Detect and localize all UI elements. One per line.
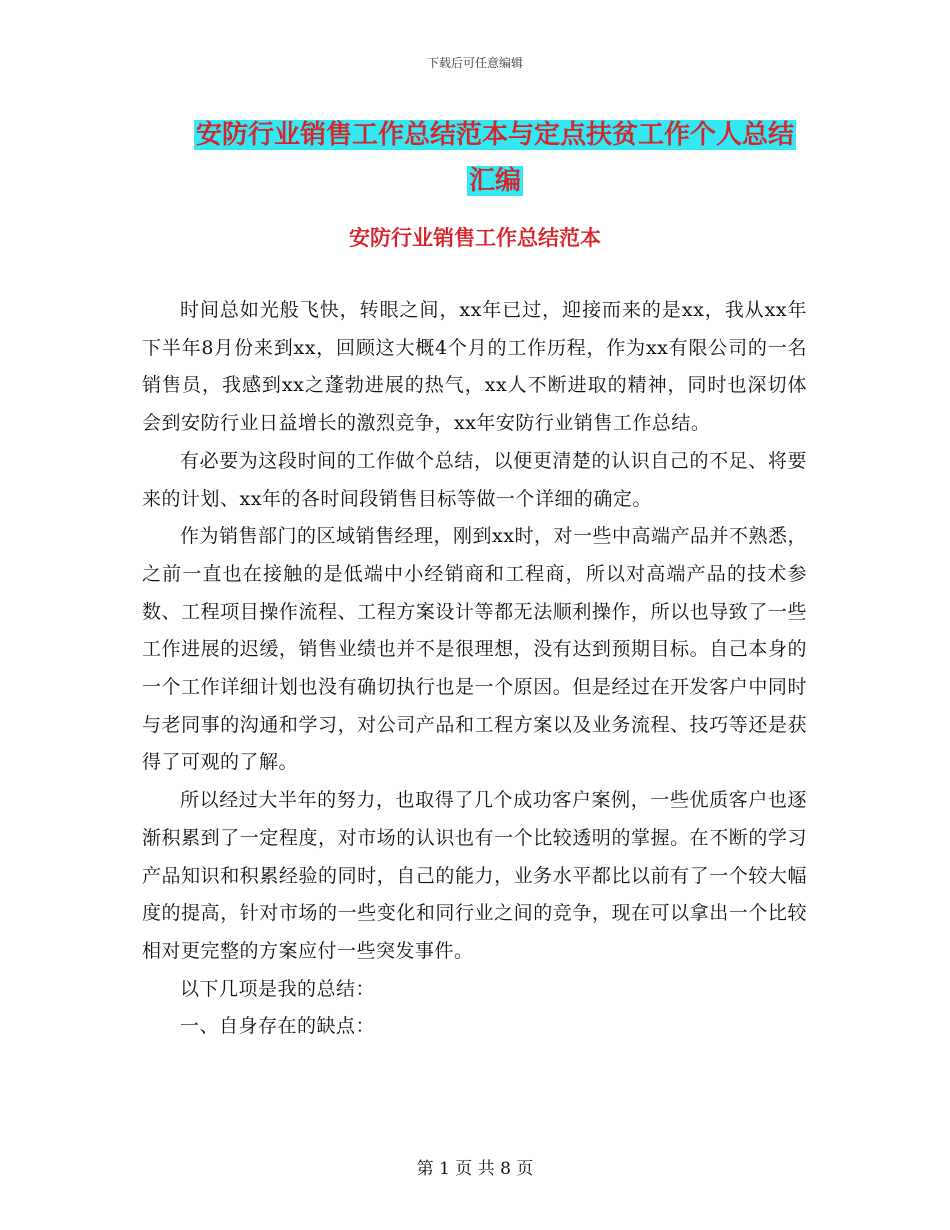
document-body	[142, 292, 807, 1046]
paragraph: 以下几项是我的总结：	[180, 977, 376, 1000]
document-title	[150, 112, 840, 204]
paragraph: 一、自身存在的缺点：	[180, 1015, 376, 1038]
paragraph: 作为销售部门的区域销售经理，刚到xx时，对一些中高端产品并不熟悉，之前一直也在接触的是低端中小经销商和工程商，所以对高端产品的技术参数、工程项目操作流程、工程方案设计等都无法顺利操作，所以也导致了一些工作进展的迟缓，销售业绩也并不是很理想，没有达到预期目标。自己本身的一个工作详细计划也没有确切执行也是一个原因。但是经过在开发客户中同时与老同事的沟通和学习，对公司产品和工程方案以及业务流程、技巧等还是获得了可观的了解。	[142, 525, 807, 774]
paragraph: 所以经过大半年的努力，也取得了几个成功客户案例，一些优质客户也逐渐积累到了一定程度，对市场的认识也有一个比较透明的掌握。在不断的学习产品知识和积累经验的同时，自己的能力，业务水平都比以前有了一个较大幅度的提高，针对市场的一些变化和同行业之间的竞争，现在可以拿出一个比较相对更完整的方案应付一些突发事件。	[142, 789, 807, 962]
section-title: 安防行业销售工作总结范本	[349, 225, 601, 250]
title-line-1: 安防行业销售工作总结范本与定点扶贫工作个人总结	[195, 120, 794, 150]
paragraph: 有必要为这段时间的工作做个总结，以便更清楚的认识自己的不足、将要来的计划、xx年的各时间段销售目标等做一个详细的确定。	[142, 449, 807, 510]
title-line-2: 汇编	[468, 166, 521, 196]
header-note: 下载后可任意编辑	[426, 56, 523, 70]
paragraph: 时间总如光般飞快，转眼之间，xx年已过，迎接而来的是xx，我从xx年下半年8月份来到xx，回顾这大概4个月的工作历程，作为xx有限公司的一名销售员，我感到xx之蓬勃进展的热气，xx人不断进取的精神，同时也深切体会到安防行业日益增长的激烈竞争，xx年安防行业销售工作总结。	[142, 299, 807, 435]
page-number-footer: 第 1 页 共 8 页	[416, 1159, 534, 1179]
